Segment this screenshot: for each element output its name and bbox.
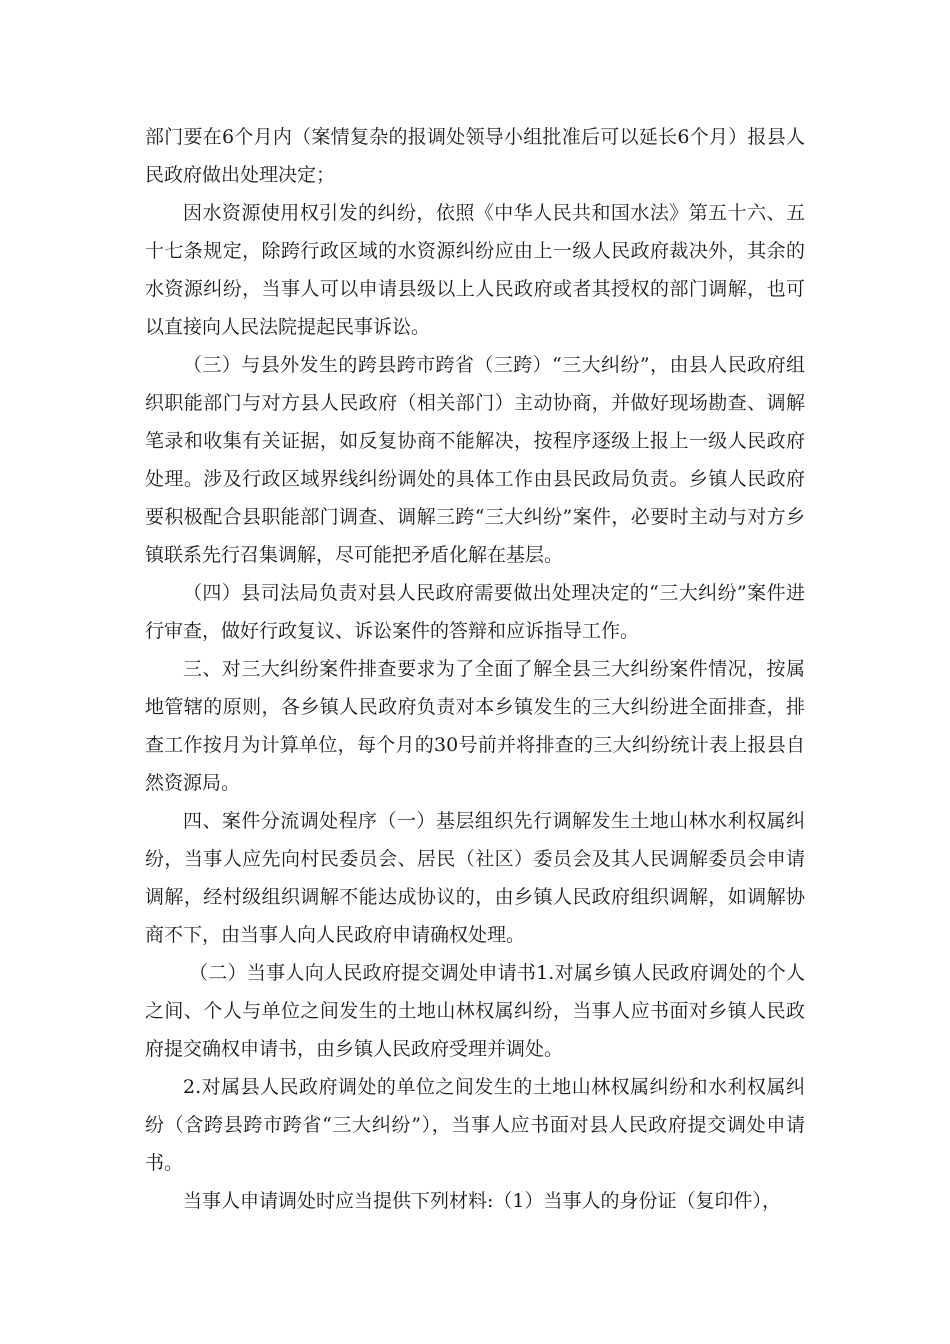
paragraph-8: 2.对属县人民政府调处的单位之间发生的土地山林权属纠纷和水利权属纠纷（含跨县跨市跨省“三大纠纷”），当事人应书面对县人民政府提交调处申请书。 [145,1076,805,1174]
paragraph-6: 四、案件分流调处程序（一）基层组织先行调解发生土地山林水利权属纠纷，当事人应先向村民委员会、居民（社区）委员会及其人民调解委员会申请调解，经村级组织调解不能达成协议的，由乡镇人民政府组织调解，如调解协商不下，由当事人向人民政府申请确权处理。 [145,810,805,946]
paragraph-4: （四）县司法局负责对县人民政府需要做出处理决定的“三大纠纷”案件进行审查，做好行政复议、诉讼案件的答辩和应诉指导工作。 [145,582,805,642]
paragraph-7: （二）当事人向人民政府提交调处申请书1.对属乡镇人民政府调处的个人之间、个人与单位之间发生的土地山林权属纠纷，当事人应书面对乡镇人民政府提交确权申请书，由乡镇人民政府受理并调处。 [145,962,805,1060]
paragraph-2: 因水资源使用权引发的纠纷，依照《中华人民共和国水法》第五十六、五十七条规定，除跨行政区域的水资源纠纷应由上一级人民政府裁决外，其余的水资源纠纷，当事人可以申请县级以上人民政府或者其授权的部门调解，也可以直接向人民法院提起民事诉讼。 [145,202,805,338]
paragraph-9: 当事人申请调处时应当提供下列材料:（1）当事人的身份证（复印件）， [183,1190,781,1212]
paragraph-3: （三）与县外发生的跨县跨市跨省（三跨）“三大纠纷”，由县人民政府组织职能部门与对方县人民政府（相关部门）主动协商，并做好现场勘查、调解笔录和收集有关证据，如反复协商不能解决，按程序逐级上报上一级人民政府处理。涉及行政区域界线纠纷调处的具体工作由县民政局负责。乡镇人民政府要积极配合县职能部门调查、调解三跨“三大纠纷”案件，必要时主动与对方乡镇联系先行召集调解，尽可能把矛盾化解在基层。 [145,354,805,566]
paragraph-5: 三、对三大纠纷案件排查要求为了全面了解全县三大纠纷案件情况，按属地管辖的原则，各乡镇人民政府负责对本乡镇发生的三大纠纷进全面排查，排查工作按月为计算单位，每个月的30号前并将排查的三大纠纷统计表上报县自然资源局。 [145,658,805,794]
paragraph-1: 部门要在6个月内（案情复杂的报调处领导小组批准后可以延长6个月）报县人民政府做出处理决定； [145,126,805,186]
document-body [145,118,805,1220]
